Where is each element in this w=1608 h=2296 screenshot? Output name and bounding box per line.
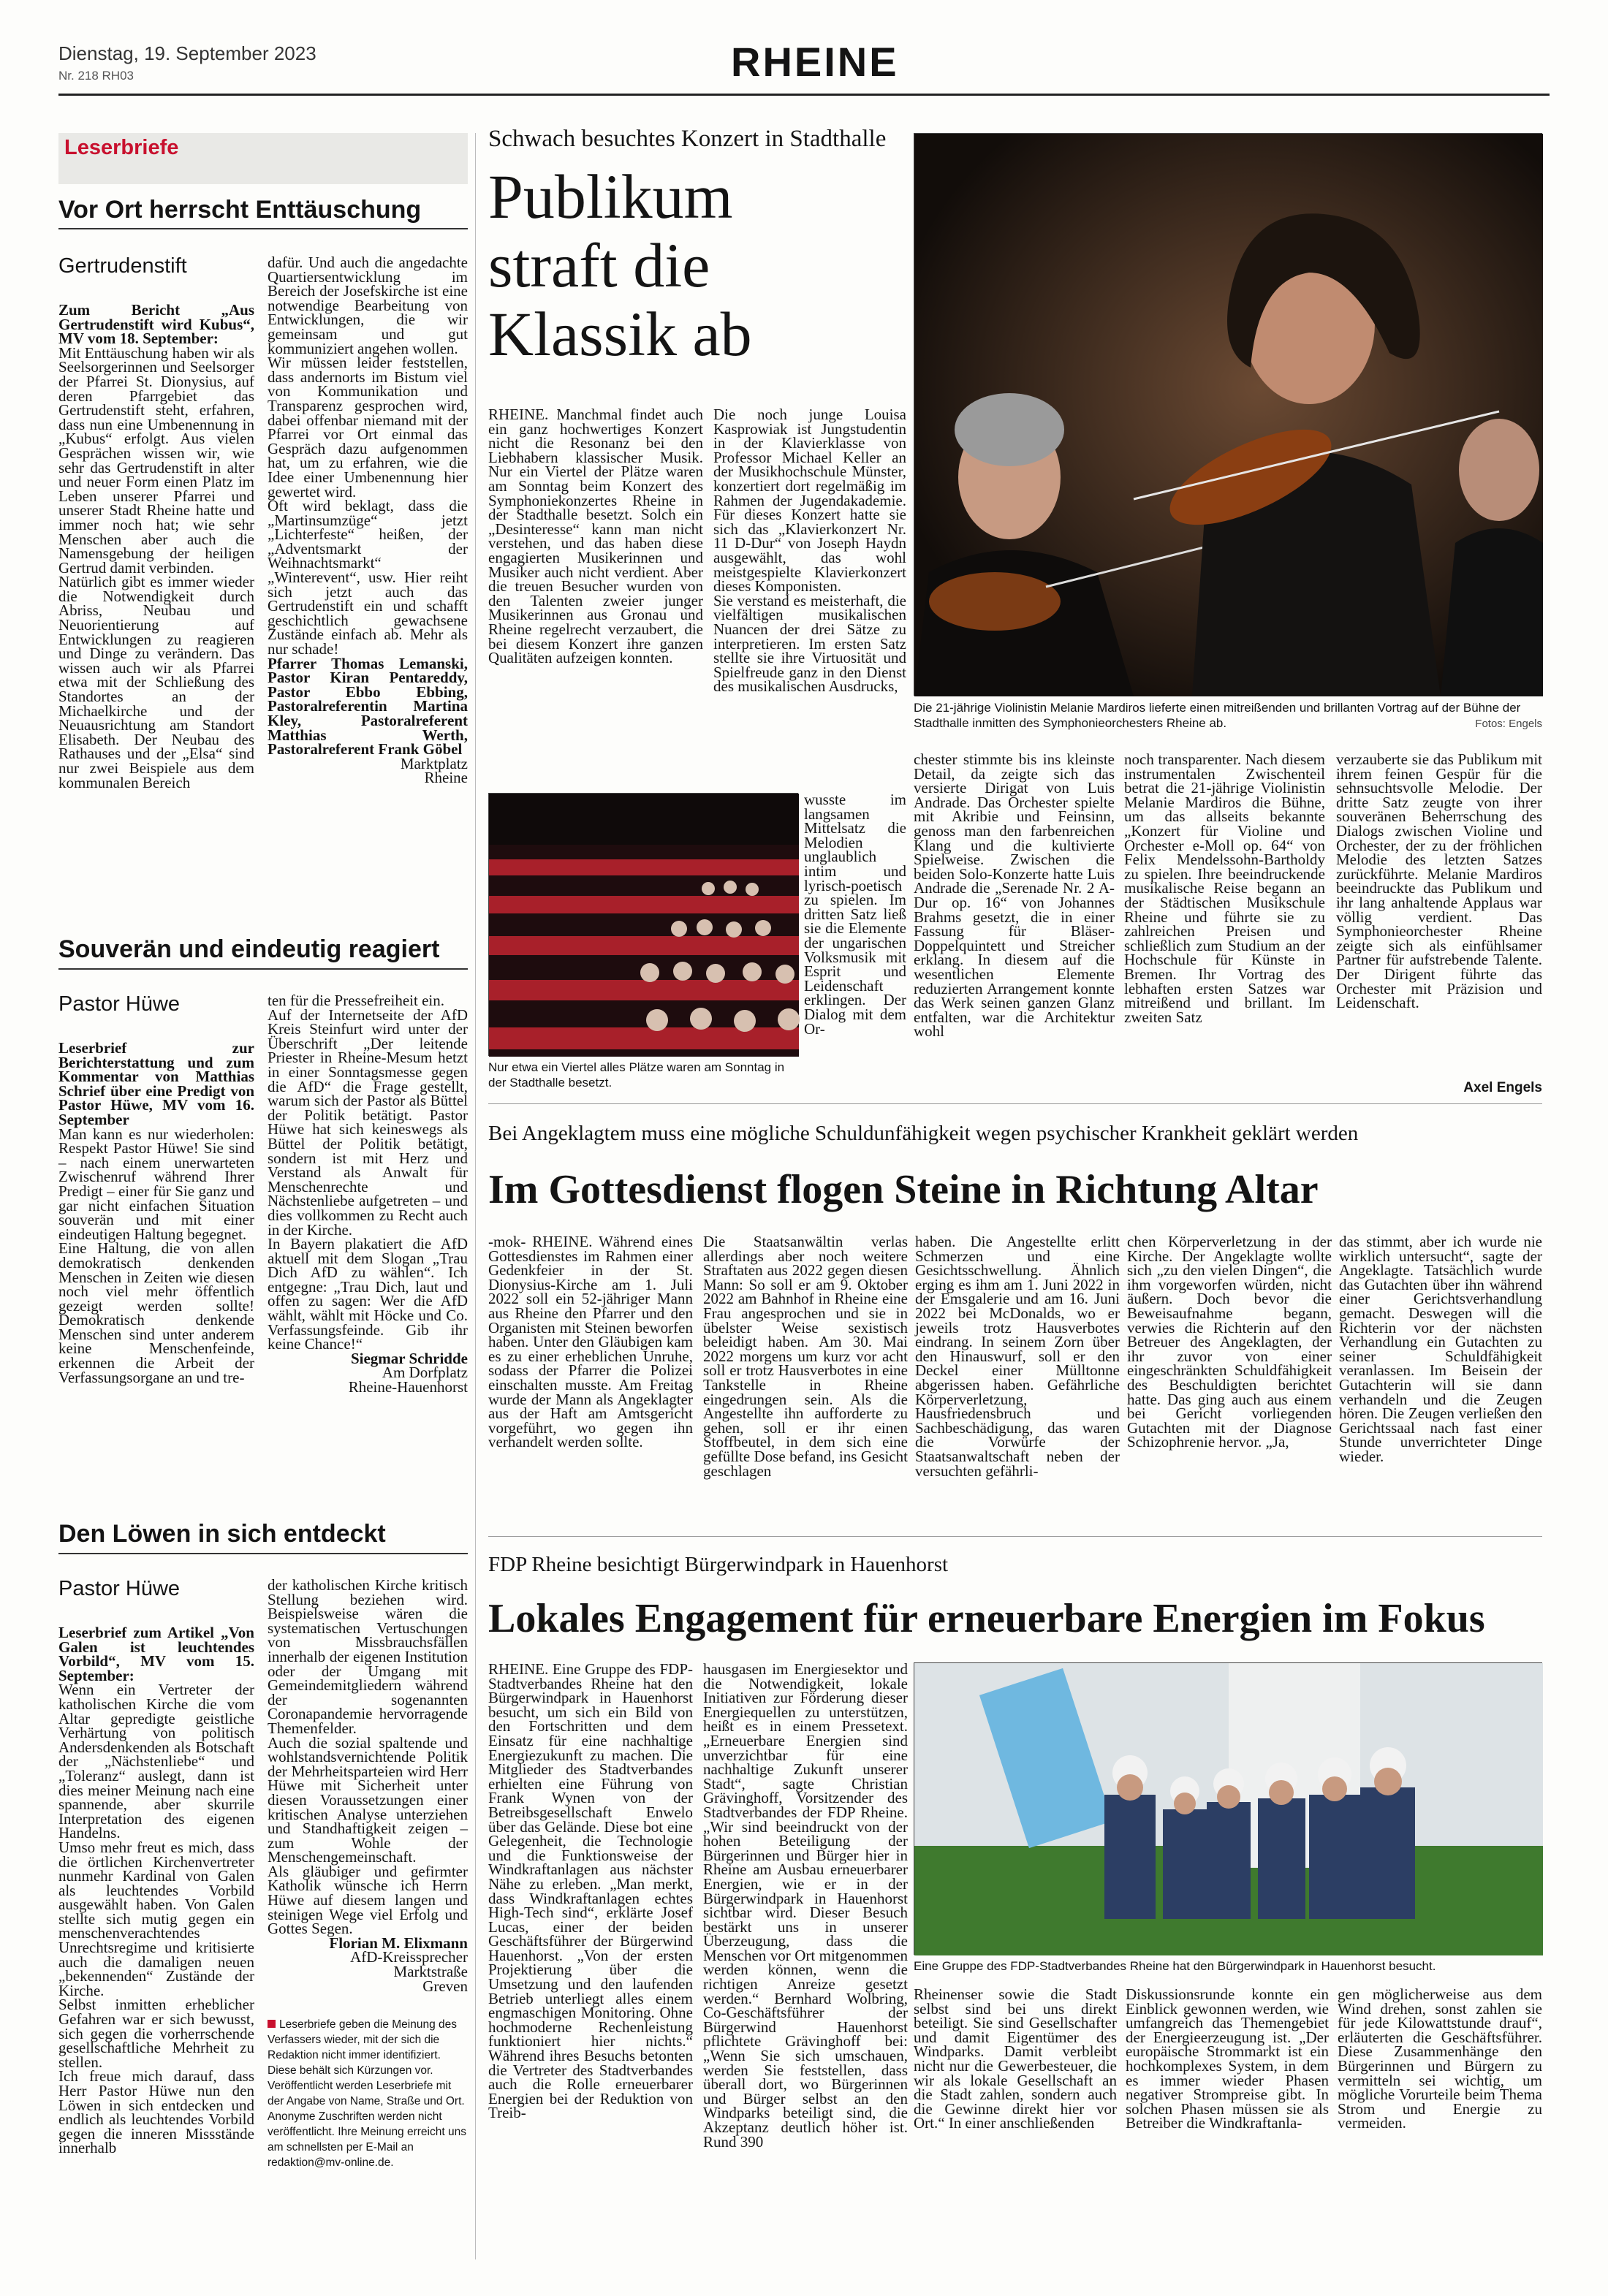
fdp-col-1: RHEINE. Eine Gruppe des FDP-Stadtverbandes Rheine hat den Bürgerwindpark in Hauenhorst besucht, um sich ein Bild von den Fortschritten und dem Einsatz für eine nachhaltige Energiezukunft zu machen. Die Mitglieder des Stadtverbandes erhielten eine Führung von Frank Wynen von der Betreibsgesellschaft Enwelo über das Gelände. Diese bot eine Gelegenheit, die Technologie und die Funktionsweise der Windkraftanlagen aus nächster Nähe zu erleben. „Man merkt, dass Windkraftanlagen echtes High-Tech sind“, erklärte Josef Lucas, einer der beiden Geschäftsführer der Bürgerwind Hauenhorst. „Von der ersten Projektierung über die Umsetzung und den laufenden Betrieb unterliegt alles einem engmaschigen Monitoring. Ohne hochmoderne Rechenleistung funktioniert hier nichts.“ Während ihres Besuchs betonten die Vertreter des Stadtverbandes auch die Rolle erneuerbarer Energien bei der Reduktion von Treib- (488, 1660, 693, 2122)
letter-1-para: Oft wird beklagt, dass die „Martinsumzüge“ jetzt „Lichterfeste“ heißen, der „Adventsmarkt der Weihnachtsmarkt“ „Winterevent“, usw. Hier reiht sich jetzt auch das Gertrudenstift ein und schafft geschichtlich gewachsene Zustände einfach ab. Mehr als nur schade! (268, 497, 468, 658)
issue-number: Nr. 218 RH03 (58, 69, 134, 83)
letter-3-para: Umso mehr freut es mich, dass die örtlichen Kirchenvertreter nunmehr Kardinal von Galen als leuchtendes Vorbild ausgewählt haben. Von Galen stellte sich mutig gegen ein menschenverachtendes Unrechtsregime und kritisierte auch die damaligen neuen „bekennenden“ Zustände der Kirche. (58, 1838, 254, 1999)
letter-3-street: Marktstraße (393, 1963, 468, 1981)
fdp-col-5: gen möglicherweise aus dem Wind drehen, sonst zahlen sie für jede Kilowattstunde drauf“, erläuterten die Geschäftsführer. Diese Zusammenhänge den Bürgerinnen und Bürgern zu vermitteln sei wichtig, um mögliche Vorurteile beim Thema Strom und Energie zu vermeiden. (1338, 1985, 1542, 2132)
konzert-headline-line: Klassik ab (488, 299, 752, 369)
letter-2-para: ten für die Pressefreiheit ein. (268, 992, 444, 1009)
letter-2-para: In Bayern plakatiert die AfD aktuell mit dem Slogan „Trau Dich AfD zu wählen“. Ich entgegne: „Trau Dich, laut und offen zu sagen: Wer die AfD wählt, wählt mit Höcke und Co. Verfassungsfeinde. Gib ihr keine Chance!“ (268, 1235, 468, 1353)
letter-1-signers: Pfarrer Thomas Lemanski, Pastor Kiran Pentareddy, Pastor Ebbo Ebbing, Pastoralreferentin Martina Kley, Pastoralreferent Matthias Werth, Pastoralreferent Frank Göbel (268, 654, 468, 759)
page-title: RHEINE (731, 39, 899, 85)
letter-2-para: Eine Haltung, die von allen demokratisch denkenden Menschen in Zeiten wie diesen noch viel mehr öffentlich gezeigt werden sollte! Demokratisch denkende Menschen sind unter anderem keine Menschenfeinde, erkennen die Arbeit der Verfassungsorgane an und tre- (58, 1239, 254, 1386)
letter-1-para: dafür. Und auch die angedachte Quartiersentwicklung im Bereich der Josefskirche ist eine notwendige Bearbeitung von Entwicklungen, die wir gemeinsam und gut kommuniziert angehen wollen. (268, 254, 468, 357)
fdp-col-2: hausgasen im Energiesektor und die Notwendigkeit, lokale Initiativen zur Förderung dieser Energiequellen zu unterstützen, heißt es in einem Pressetext. „Erneuerbare Energien sind unverzichtbar für eine nachhaltige Zukunft unserer Stadt“, sagte Christian Grävinghoff, Vorsitzender des Stadtverbandes der FDP Rheine. „Wir sind beeindruckt von der hohen Beteiligung der Bürgerinnen und Bürger hier in Rheine am Ausbau erneuerbarer Energien, wie er in der Bürgerwindpark in Hauenhorst sichtbar wird. Dieser Besuch bestärkt uns in unserer Überzeugung, dass die Menschen vor Ort mitgenommen werden können, wenn die richtigen Anreize gesetzt werden.“ Bernhard Wolbring, Co-Geschäftsführer der Bürgerwind Hauenhorst pflichtete Grävinghoff bei: „Wenn Sie sich umschauen, werden Sie feststellen, dass überall dort, wo Bürgerinnen und Bürger selbst an den Windparks beteiligt sind, die Akzeptanz deutlich höher ist. Rund 390 (703, 1660, 908, 2151)
violinist-photo (914, 133, 1542, 696)
article-divider (488, 1536, 1542, 1537)
notice-text: Leserbriefe geben die Meinung des Verfassers wieder, mit der sich die Redaktion nicht immer identifiziert. Diese behält sich Kürzungen vor. Veröffentlicht werden Leserbriefe mit der Angabe von Name, Straße und Ort. Anonyme Zuschriften werden nicht veröffentlicht. Ihre Meinung erreicht uns am schnellsten per E-Mail an redaktion@mv-online.de. (268, 2018, 466, 2169)
konzert-para: Sie verstand es meisterhaft, die vielfältigen musikalischen Nuancen der drei Sätze zu interpretieren. Im ersten Satz stellte sie ihre Virtuosität und Spielfreude ganz in den Dienst des musikalischen Ausdrucks, (713, 591, 906, 696)
violinist-illustration (914, 134, 1543, 696)
letter-1-title: Vor Ort herrscht Enttäuschung (58, 196, 422, 224)
audience-photo-caption: Nur etwa ein Viertel alles Plätze waren am Sonntag in der Stadthalle besetzt. (488, 1060, 785, 1090)
letter-1-intro: Zum Bericht „Aus Gertrudenstift wird Kubus“, MV vom 18. September: (58, 301, 254, 348)
letter-3-col1 (58, 1626, 254, 2269)
letter-3-para: Auch die sozial spaltende und wohlstandsvernichtende Politik der Mehrheitsparteien wird Herr Hüwe mit Sicherheit unter diesen Voraussetzungen einer kritischen Analyse unterziehen und Standhaftigkeit zeigen – zum Wohle der Menschengemeinschaft. (268, 1733, 468, 1866)
letter-1-para: Wir müssen leider feststellen, dass andernorts im Bistum viel von Kommunikation und Transparenz gesprochen wird, dabei offenbar niemand mit der Pfarrei vor Ort einmal das Gespräch dazu aufgenommen hat, um zu erfahren, wie die Idee einer Umbenennung hier gewertet wird. (268, 354, 468, 501)
letter-3-title: Den Löwen in sich entdeckt (58, 1520, 386, 1548)
letter-2-street: Am Dorfplatz (382, 1364, 468, 1382)
letter-2-rule (58, 968, 468, 970)
letter-2-para: Auf der Internetseite der AfD Kreis Steinfurt wird unter der Überschrift „Der leitende Priester in Rheine-Mesum hetzt in einer Sonntagsmesse gegen die AfD“ die Frage gestellt, warum sich der Pastor als Büttel der Politik betätigt. Pastor Hüwe hat sich keineswegs als Büttel der Politik betätigt, sondern ist mit Herz und Verstand als Anwalt für Menschenrechte und Nächstenliebe aufgetreten – und dies vollkommen zu Recht auch in der Kirche. (268, 1006, 468, 1239)
letter-1-town: Rheine (424, 769, 468, 787)
letter-3-role: AfD-Kreissprecher (350, 1948, 468, 1966)
konzert-col-4: noch transparenter. Nach diesem instrumentalen Zwischenteil betrat die 21-jährige Violinistin Melanie Mardiros die Bühne, um das allseits bekannte „Konzert für Violine und Orchester e-Moll op. 64“ von Felix Mendelssohn-Bartholdy zu spielen. Ihre beeindruckende musikalische Reise begann an der Städtischen Musikschule Rheine und führte sie zu zahlreichen Preisen und schließlich zum Studium an der Hochschule für Künste in Bremen. Ihr Vortrag des lebhaften ersten Satzes war mitreißend und brillant. Im zweiten Satz (1124, 750, 1325, 1026)
header-rule (58, 94, 1550, 96)
windpark-illustration (914, 1663, 1543, 1955)
letter-2-title: Souverän und eindeutig reagiert (58, 935, 440, 963)
fdp-col-3: Rheinenser sowie die Stadt selbst sind bei uns direkt beteiligt. Sie sind Gesellschafter und damit Eigentümer des Windparks. Damit verbleibt nicht nur die Gewerbesteuer, die wir als lokale Gesellschaft an die Stadt zahlen, sondern auch die Gewinne direkt hier vor Ort.“ In einer anschließenden (914, 1985, 1117, 2132)
letter-3-town: Greven (422, 1977, 468, 1995)
gottesdienst-col-5: das stimmt, aber ich wurde nie wirklich untersucht“, sagte der Angeklagte. Tatsächlich wurde das Gutachten über ihn während einer Gerichtsverhandlung gemacht. Deswegen will die Richterin vor der nächsten Verhandlung ein Gutachten zu seiner Schuldfähigkeit veranlassen. Im Beisein der Gutachterin will sie dann verhandeln und die Zeugen hören. Die Zeugen verließen den Gerichtssaal nach fast einer Stunde unverrichteter Dinge wieder. (1339, 1233, 1542, 1465)
letter-2-col2 (268, 994, 468, 1538)
konzert-kicker: Schwach besuchtes Konzert in Stadthalle (488, 126, 887, 152)
windpark-photo (914, 1662, 1542, 1955)
konzert-col-5: verzauberte sie das Publikum mit ihrem feinen Gespür für die sehnsuchtsvolle Melodie. Der dritte Satz zeugte von ihrer souveränen Beherrschung des Dialogs zwischen Violine und Orchester, der zu der fröhlichen Melodie des letzten Satzes zurückführte. Melanie Mardiros beeindruckte das Publikum und ihr lang anhaltende Applaus war völlig verdient. Das Symphonieorchester Rheine zeigte sich als einfühlsamer Partner für aufstrebende Talente. Der Dirigent führte das Orchester mit Präzision und Leidenschaft. (1336, 750, 1542, 1012)
letter-3-rule (58, 1553, 468, 1554)
letter-3-author: Florian M. Elixmann (329, 1934, 468, 1952)
konzert-col-2-narrow: wusste im langsamen Mittelsatz die Melodien unglaublich intim und lyrisch-poetisch zu spielen. Im dritten Satz ließ sie die Elemente der ungarischen Volksmusik mit Esprit und Leidenschaft erklingen. Der Dialog mit dem Or- (804, 791, 906, 1038)
article-divider (488, 1103, 1542, 1104)
letter-1-col2 (268, 256, 468, 928)
letter-2-col1 (58, 1041, 254, 1538)
letter-1-street: Marktplatz (400, 754, 468, 772)
audience-photo (488, 793, 798, 1056)
konzert-col-1: RHEINE. Manchmal findet auch ein ganz hochwertiges Konzert nicht die Resonanz bei den Liebhabern klassischer Musik. Nur ein Viertel der Plätze waren am Sonntag beim Konzert des Symphoniekonzertes Rheine in der Stadthalle besetzt. Solch ein „Desinteresse“ kann man nicht verstehen, und das haben diese engagierten Musikerinnen und Musiker auch nicht verdient. Aber die treuen Besucher wurden von den Talenten zweier junger Musikerinnen aus Gronau und Rheine regelrecht verzaubert, die bei diesem Konzert ihre ganzen Qualitäten aufzeigen konnten. (488, 406, 703, 667)
letter-3-intro: Leserbrief zum Artikel „Von Galen ist leuchtendes Vorbild“, MV vom 15. September: (58, 1624, 254, 1684)
konzert-author: Axel Engels (1463, 1080, 1542, 1095)
konzert-headline-line: straft die (488, 230, 710, 300)
gottesdienst-headline: Im Gottesdienst flogen Steine in Richtung Altar (488, 1167, 1319, 1212)
letter-3-para: Wenn ein Vertreter der katholischen Kirche die vom Altar gepredigte geistliche Verhärtung von politisch Andersdenkenden als Botschaft der „Nächstenliebe“ und „Toleranz“ auslegt, dann ist dies meiner Meinung nach eine spannende, aber skurrile Interpretation des eigenen Handelns. (58, 1681, 254, 1842)
gottesdienst-kicker: Bei Angeklagtem muss eine mögliche Schuldunfähigkeit wegen psychischer Krankheit geklärt werden (488, 1122, 1359, 1145)
letter-3-col2 (268, 1578, 468, 2010)
letter-2-para: Man kann es nur wiederholen: Respekt Pastor Hüwe! Sie sind – nach einem unerwarteten Zwischenruf während Ihrer Predigt – einer für Sie ganz und gar nicht einfachen Situation souverän und mit einer eindeutigen Haltung begegnet. (58, 1125, 254, 1243)
letter-1-para: Natürlich gibt es immer wieder die Notwendigkeit durch Abriss, Neubau und Neuorientierung auf Entwicklungen zu reagieren und Dinge zu verändern. Das wissen auch wir als Pfarrei etwa mit der Schließung des Standortes an der Michaelkirche und der Neuausrichtung am Standort Elisabeth. Der Neubau des Rathauses und der „Elsa“ sind nur zwei Beispiele aus dem kommunalen Bereich (58, 573, 254, 791)
letter-1-para: Mit Enttäuschung haben wir als Seelsorgerinnen und Seelsorger der Pfarrei St. Dionysius, auf deren Pfarrgebiet das Gertrudenstift steht, erfahren, dass nun eine Umbenennung in „Kubus“ erfolgt. Aus vielen Gesprächen wissen wir, wie sehr das Gertrudenstift in alter und neuer Form einen Platz im Leben unserer Pfarrei und unserer Stadt Rheine hatte und immer noch hat; wie sehr Menschen aber auch die Namensgebung der heiligen Gertrud damit verbinden. (58, 343, 254, 577)
editorial-notice (268, 2017, 468, 2258)
issue-date: Dienstag, 19. September 2023 (58, 42, 316, 64)
letter-1-rule (58, 228, 468, 229)
letter-2-author: Siegmar Schridde (350, 1349, 468, 1367)
letter-2-town: Rheine-Hauenhorst (348, 1378, 468, 1396)
section-label (58, 133, 468, 184)
gottesdienst-col-4: chen Körperverletzung in der Kirche. Der Angeklagte wollte sich „zu den vielen Dingen“, die ihm vorgeworfen würden, nicht äußern. Doch bevor die Beweisaufnahme begann, verwies die Richterin auf den Betreuer des Angeklagten, der ihr zuvor von einer eingeschränkten Schuldfähigkeit des Beschuldigten berichtet hatte. Das ging auch aus einem bei Gericht vorliegenden Gutachten mit der Diagnose Schizophrenie hervor. „Ja, (1127, 1233, 1332, 1451)
letter-3-para: Als gläubiger und gefirmter Katholik wünsche ich Herrn Hüwe auf diesem langen und steinigen Wege viel Erfolg und Gottes Segen. (268, 1862, 468, 1938)
fdp-col-4: Diskussionsrunde konnte ein Einblick gewonnen werden, wie umfangreich das Themengebiet der Energieerzeugung ist. „Der europäische Strommarkt ist ein hochkomplexes System, in dem es immer wieder Phasen negativer Strompreise gibt. In solchen Phasen müssen sie als Betreiber die Windkraftanla- (1126, 1985, 1329, 2132)
letter-2-subtitle: Pastor Hüwe (58, 992, 181, 1016)
photo-credit: Fotos: Engels (1475, 718, 1542, 730)
konzert-col-3: chester stimmte bis ins kleinste Detail, da zeigte sich das versierte Dirigat von Luis Andrade. Das Orchester spielte mit Akribie und Feinsinn, genoss man den farbenreichen Klang und die kultivierte Spielweise. Zwischen die beiden Solo-Konzerte hatte Luis Andrade die „Serenade Nr. 2 A-Dur op. 16“ von Johannes Brahms gesetzt, die in einer Fassung für Bläser-Doppelquintett und Streicher erklang. In diesem auf die wesentlichen Elemente reduzierten Arrangement konnte das Werk seinen ganzen Glanz entfalten, war die Architektur wohl (914, 750, 1115, 1041)
letter-3-para: Selbst inmitten erheblicher Gefahren war er sich bewusst, sich gegen die vorherrschende gesellschaftliche Mehrheit zu stellen. (58, 1996, 254, 2071)
letter-1-subtitle: Gertrudenstift (58, 254, 187, 278)
konzert-headline (488, 162, 912, 381)
section-label-text: Leserbriefe (64, 136, 179, 159)
letter-3-subtitle: Pastor Hüwe (58, 1577, 181, 1600)
letter-1-col1 (58, 303, 254, 924)
konzert-col-2-top (713, 408, 906, 788)
audience-illustration (489, 794, 799, 1057)
letter-3-para: der katholischen Kirche kritisch Stellung beziehen wird. Beispielsweise wären die systematischen Vertuschungen von Missbrauchsfällen innerhalb der eigenen Institution oder der Umgang mit Gemeindemitgliedern während der sogenannten Coronapandemie hervorragende Themenfelder. (268, 1576, 468, 1737)
fdp-headline: Lokales Engagement für erneuerbare Energien im Fokus (488, 1596, 1485, 1641)
konzert-headline-line: Publikum (488, 161, 733, 232)
fdp-kicker: FDP Rheine besichtigt Bürgerwindpark in Hauenhorst (488, 1553, 949, 1576)
konzert-para: Die noch junge Louisa Kasprowiak ist Jungstudentin in der Klavierklasse von Professor Michael Keller an der Musikhochschule Münster, konzertiert dort regelmäßig im Rahmen der Jugendakademie. Für dieses Konzert hatte sie sich das „Klavierkonzert Nr. 11 D-Dur“ von Joseph Haydn ausgewählt, das wohl meistgespielte Klavierkonzert dieses Komponisten. (713, 406, 906, 596)
column-divider (475, 133, 476, 2259)
violinist-photo-caption: Die 21-jährige Violinistin Melanie Mardiros lieferte einen mitreißenden und brillanten Vortrag auf der Bühne der Stadthalle inmitten des Symphonieorchesters Rheine ab. (914, 701, 1521, 730)
windpark-photo-caption: Eine Gruppe des FDP-Stadtverbandes Rheine hat den Bürgerwindpark in Hauenhorst besucht. (914, 1959, 1436, 1973)
letter-3-para: Ich freue mich darauf, dass Herr Pastor Hüwe nun den Löwen in sich entdecken und endlich als leuchtendes Vorbild gegen die inneren Missstände innerhalb (58, 2067, 254, 2157)
gottesdienst-col-1: -mok- RHEINE. Während eines Gottesdienstes im Rahmen einer Gedenkfeier in der St. Dionysius-Kirche am 1. Juli 2022 soll ein 52-jähriger Mann aus Rheine den Pfarrer und den Organisten mit Steinen beworfen haben. Unter den Gläubigen kam es zu einer erheblichen Unruhe, sodass der Pfarrer die Polizei einschalten musste. Am Freitag wurde der Mann als Angeklagter aus der Haft am Amtsgericht vorgeführt, wo gegen ihn verhandelt werden sollte. (488, 1233, 693, 1451)
gottesdienst-col-3: haben. Die Angestellte erlitt Schmerzen und eine Gesichtsschwellung. Ähnlich erging es ihm am 1. Juni 2022 in der Emsgalerie und am 16. Juni 2022 bei McDonalds, wo er jeweils trotz Hausverbotes eindrang. In seinem Zorn über den Hinauswurf, soll er den Deckel einer Mülltonne abgerissen haben. Gefährliche Körperverletzung, Hausfriedensbruch und Sachbeschädigung, das waren die Vorwürfe der Staatsanwaltschaft neben der versuchten gefährli- (915, 1233, 1120, 1480)
letter-2-intro: Leserbrief zur Berichterstattung und zum Kommentar von Matthias Schrief über eine Predigt von Pastor Hüwe, MV vom 16. September (58, 1039, 254, 1128)
gottesdienst-col-2: Die Staatsanwältin verlas allerdings aber noch weitere Straftaten aus 2022 gegen diesen Mann: So soll er am 9. Oktober 2022 am Bahnhof in Rheine eine Frau angesprochen und sie in übelster Weise sexistisch beleidigt haben. Am 30. Mai 2022 morgens um kurz vor acht soll er trotz Hausverbotes in eine Tankstelle in Rheine eingedrungen sein. Als die Angestellte ihn aufforderte zu gehen, soll er ihr einen Stoffbeutel, in dem sich eine gefüllte Dose befand, ins Gesicht geschlagen (703, 1233, 908, 1480)
